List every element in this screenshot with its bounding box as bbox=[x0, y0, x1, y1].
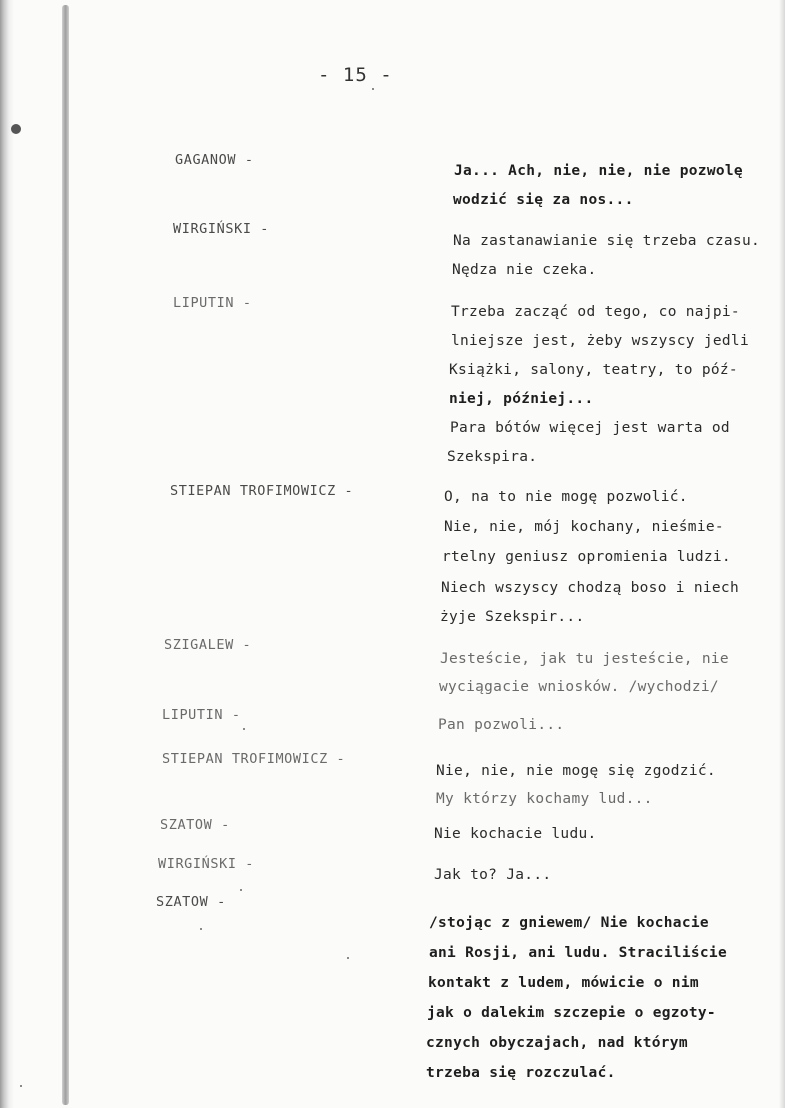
scan-speck bbox=[372, 88, 374, 90]
dialogue-line: My którzy kochamy lud... bbox=[436, 791, 653, 807]
dialogue-line: jak o dalekim szczepie o egzoty- bbox=[427, 1005, 716, 1021]
dialogue-line: Książki, salony, teatry, to póź- bbox=[449, 362, 738, 378]
speaker-liputin: LIPUTIN - bbox=[173, 295, 252, 311]
speaker-stiepan-trofimowicz: STIEPAN TROFIMOWICZ - bbox=[170, 483, 354, 499]
dialogue-line: Nie, nie, mój kochany, nieśmie- bbox=[444, 519, 724, 535]
dialogue-line: niej, później... bbox=[449, 391, 594, 407]
speaker-wirginski-2: WIRGIŃSKI - bbox=[158, 856, 255, 872]
speaker-liputin-2: LIPUTIN - bbox=[162, 707, 241, 723]
dialogue-line: O, na to nie mogę pozwolić. bbox=[444, 489, 688, 505]
speaker-szigalew: SZIGALEW - bbox=[164, 637, 252, 653]
dialogue-line: Jesteście, jak tu jesteście, nie bbox=[440, 651, 729, 667]
page-number: - 15 - bbox=[318, 64, 393, 86]
dialogue-line: Szekspira. bbox=[447, 449, 538, 465]
dialogue-line: /stojąc z gniewem/ Nie kochacie bbox=[429, 915, 709, 931]
dialogue-line: Nie, nie, nie mogę się zgodzić. bbox=[436, 763, 716, 779]
scan-speck bbox=[243, 728, 245, 730]
dialogue-line: Niech wszyscy chodzą boso i niech bbox=[441, 580, 739, 596]
dialogue-line: wyciągacie wniosków. /wychodzi/ bbox=[439, 679, 719, 695]
scan-left-edge bbox=[0, 0, 14, 1108]
scan-speck bbox=[240, 889, 242, 891]
dialogue-line: Ja... Ach, nie, nie, nie pozwolę bbox=[454, 163, 743, 179]
dialogue-line: Jak to? Ja... bbox=[434, 867, 552, 883]
speaker-szatow: SZATOW - bbox=[160, 817, 230, 833]
dialogue-line: Na zastanawianie się trzeba czasu. bbox=[453, 233, 761, 249]
dialogue-line: trzeba się rozczulać. bbox=[426, 1065, 616, 1081]
dialogue-line: żyje Szekspir... bbox=[440, 609, 585, 625]
dialogue-line: kontakt z ludem, mówicie o nim bbox=[428, 975, 699, 991]
speaker-stiepan-trofimowicz-2: STIEPAN TROFIMOWICZ - bbox=[162, 751, 346, 767]
speaker-szatow-2: SZATOW - bbox=[156, 894, 226, 910]
speaker-gaganow: GAGANOW - bbox=[175, 152, 254, 168]
dialogue-line: wodzić się za nos... bbox=[453, 192, 634, 208]
dialogue-line: lniejsze jest, żeby wszyscy jedli bbox=[451, 333, 749, 349]
dialogue-line: Nędza nie czeka. bbox=[452, 262, 597, 278]
dialogue-line: Nie kochacie ludu. bbox=[434, 826, 597, 842]
dialogue-line: cznych obyczajach, nad którym bbox=[426, 1035, 688, 1051]
binding-margin-line bbox=[62, 5, 69, 1105]
dialogue-line: Trzeba zacząć od tego, co najpi- bbox=[451, 304, 740, 320]
speaker-wirginski: WIRGIŃSKI - bbox=[173, 221, 270, 237]
dialogue-line: Pan pozwoli... bbox=[438, 717, 565, 733]
scan-speck bbox=[200, 928, 202, 930]
scan-right-edge bbox=[779, 0, 785, 1108]
dialogue-line: rtelny geniusz opromienia ludzi. bbox=[442, 549, 731, 565]
scan-speck bbox=[347, 957, 349, 959]
dialogue-line: ani Rosji, ani ludu. Straciliście bbox=[429, 945, 727, 961]
dialogue-line: Para bótów więcej jest warta od bbox=[450, 420, 730, 436]
scan-speck bbox=[20, 1085, 22, 1087]
punch-hole-mark bbox=[11, 124, 21, 134]
